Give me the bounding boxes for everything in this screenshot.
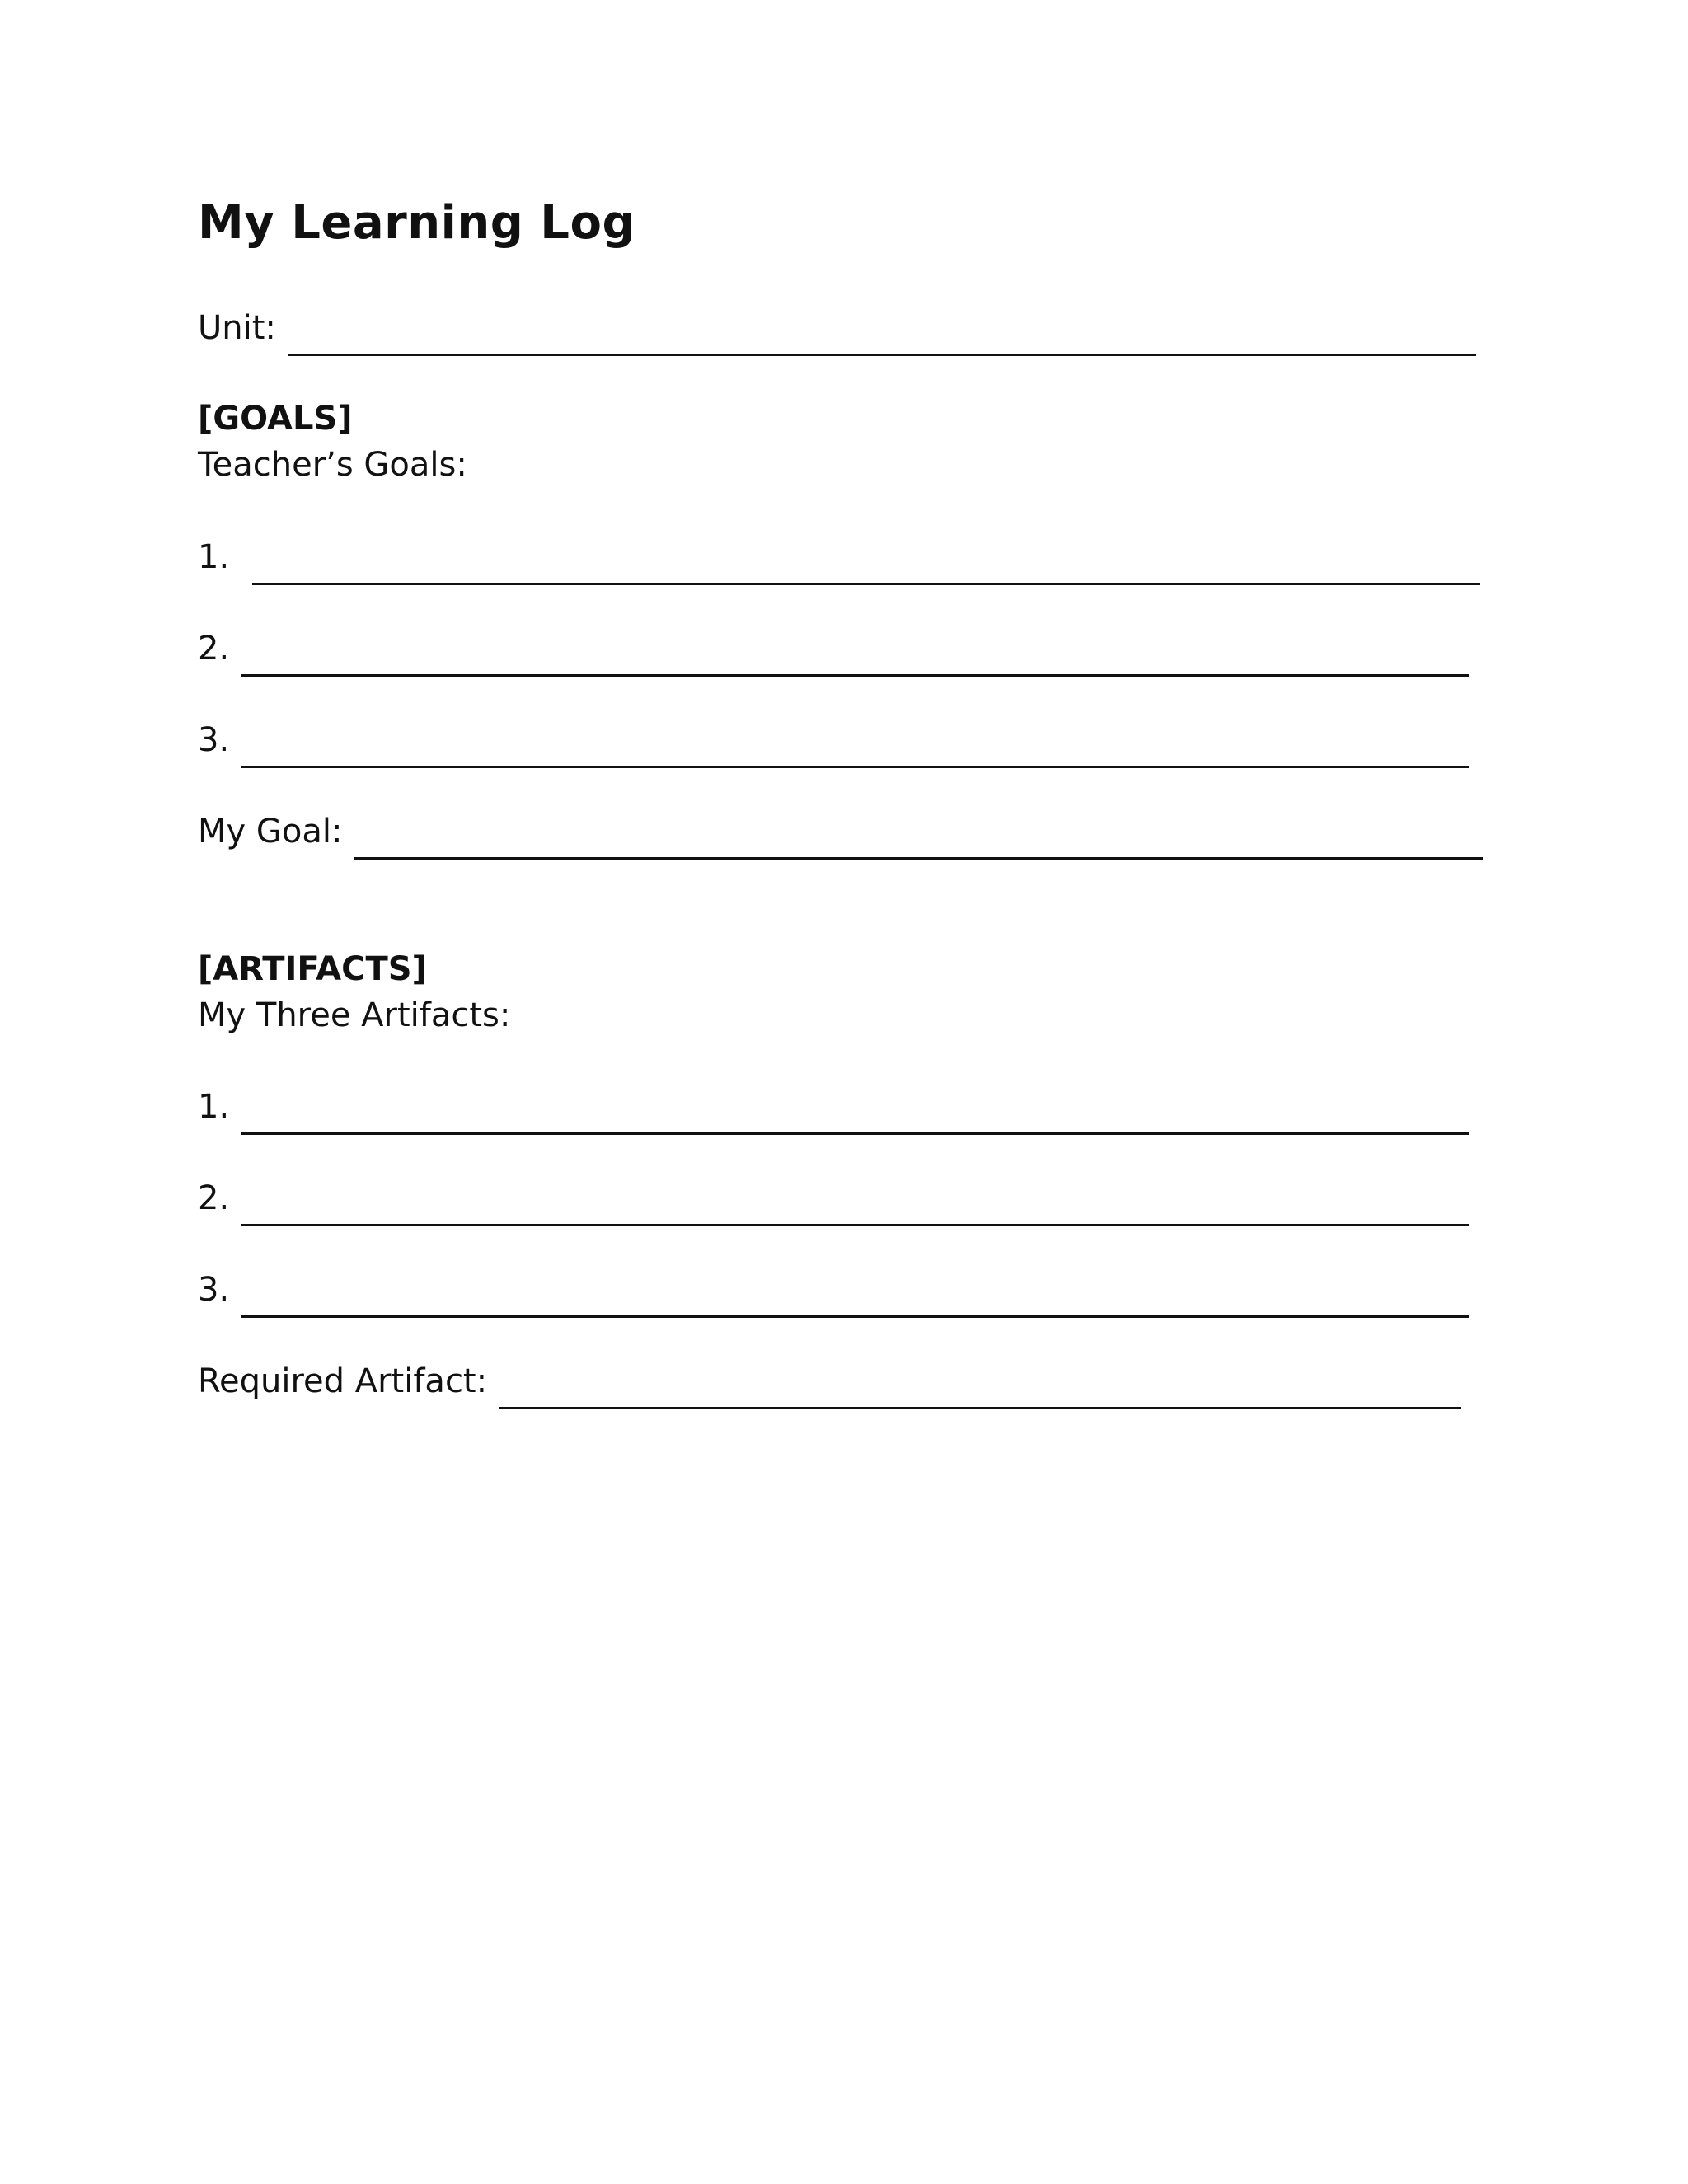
unit-field — [198, 309, 1476, 347]
artifacts-heading: [ARTIFACTS] — [198, 950, 427, 988]
artifact-2-field — [198, 1179, 1469, 1217]
teacher-goal-2-field — [198, 630, 1469, 668]
teacher-goal-1-blank-line[interactable] — [252, 583, 1480, 585]
artifact-2-label: 2. — [198, 1179, 230, 1217]
teacher-goal-1-label: 1. — [198, 538, 230, 576]
my-goal-blank-line[interactable] — [354, 857, 1483, 860]
teacher-goal-2-label: 2. — [198, 630, 230, 668]
my-goal-label: My Goal: — [198, 813, 343, 851]
artifact-2-blank-line[interactable] — [241, 1224, 1469, 1226]
page-title: My Learning Log — [198, 196, 636, 250]
teacher-goal-3-blank-line[interactable] — [241, 766, 1469, 768]
artifact-1-blank-line[interactable] — [241, 1132, 1469, 1135]
my-goal-field — [198, 813, 1483, 851]
teacher-goal-2-blank-line[interactable] — [241, 674, 1469, 677]
teacher-goal-3-label: 3. — [198, 721, 230, 759]
required-artifact-blank-line[interactable] — [499, 1407, 1461, 1409]
artifact-3-blank-line[interactable] — [241, 1315, 1469, 1318]
unit-blank-line[interactable] — [288, 354, 1476, 356]
required-artifact-label: Required Artifact: — [198, 1362, 488, 1400]
required-artifact-field — [198, 1362, 1461, 1400]
unit-label: Unit: — [198, 309, 276, 347]
my-three-artifacts-subheading: My Three Artifacts: — [198, 996, 511, 1034]
artifact-1-label: 1. — [198, 1088, 230, 1126]
teacher-goal-1-field — [198, 538, 1480, 576]
artifact-3-field — [198, 1271, 1469, 1309]
teachers-goals-subheading: Teacher’s Goals: — [198, 446, 467, 484]
teacher-goal-3-field — [198, 721, 1469, 759]
artifact-1-field — [198, 1088, 1469, 1126]
goals-heading: [GOALS] — [198, 400, 353, 438]
artifact-3-label: 3. — [198, 1271, 230, 1309]
